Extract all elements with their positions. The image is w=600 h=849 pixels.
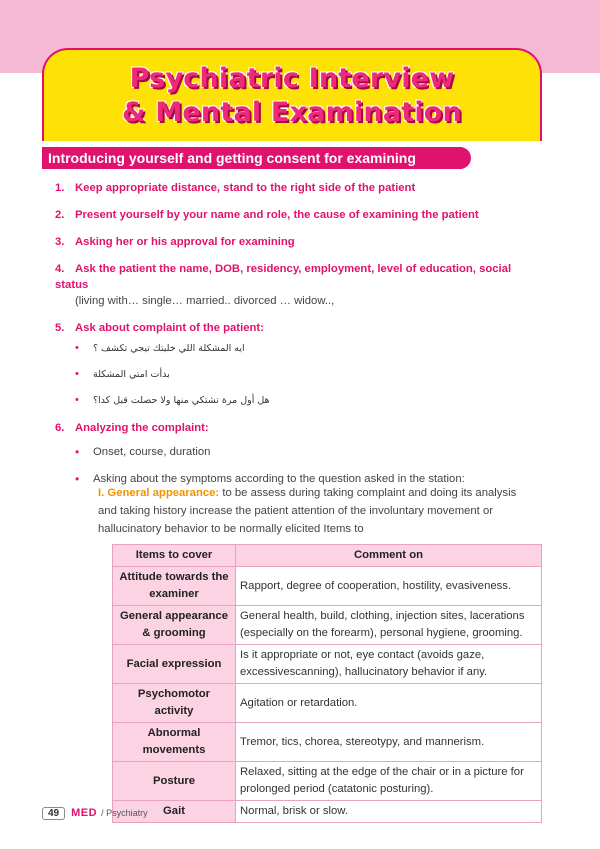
footer-subject: / Psychiatry: [101, 808, 148, 818]
bullet-dot-icon: •: [75, 342, 79, 354]
table-cell-item: Abnormal movements: [113, 723, 236, 762]
step-number: 1.: [55, 182, 65, 194]
step-item: [55, 420, 545, 487]
analysis-bullet-text: Onset, course, duration: [93, 446, 211, 458]
mental-exam-table: [112, 544, 542, 823]
list-item: [75, 444, 545, 460]
step-item: [55, 234, 545, 250]
analysis-bullet-list: [55, 444, 545, 487]
step-text: Ask about complaint of the patient:: [75, 322, 264, 334]
list-item: [75, 342, 545, 356]
med-logo: MED: [71, 807, 98, 819]
table-row: [113, 606, 542, 645]
step-number: 2.: [55, 209, 65, 221]
arabic-question: بدأت امتي المشكلة: [93, 369, 170, 380]
step-text: Ask the patient the name, DOB, residency, employment, level of education, social status: [55, 263, 512, 291]
table-cell-item: Gait: [113, 801, 236, 823]
page-title: [42, 62, 542, 130]
step-text: Present yourself by your name and role, the cause of examining the patient: [75, 209, 479, 221]
step-text: Analyzing the complaint:: [75, 422, 209, 434]
table-cell-comment: Normal, brisk or slow.: [236, 801, 542, 823]
table-row: [113, 567, 542, 606]
table-row: [113, 684, 542, 723]
step-number: 3.: [55, 236, 65, 248]
arabic-question-list: [55, 342, 545, 408]
table-cell-comment: General health, build, clothing, injection sites, lacerations (especially on the forearm), personal hygiene, grooming.: [236, 606, 542, 645]
bullet-dot-icon: •: [75, 472, 80, 486]
page-title-line-1: Psychiatric Interview: [129, 63, 455, 94]
analysis-bullet-text: Asking about the symptoms according to the question asked in the station:: [93, 473, 465, 485]
list-item: [75, 368, 545, 382]
page-footer: [42, 806, 148, 820]
bullet-dot-icon: •: [75, 445, 80, 459]
table-cell-item: Attitude towards the examiner: [113, 567, 236, 606]
page-title-line-2: & Mental Examination: [122, 97, 462, 128]
table-cell-item: Psychomotor activity: [113, 684, 236, 723]
general-appearance-paragraph: [98, 484, 528, 538]
table-cell-comment: Agitation or retardation.: [236, 684, 542, 723]
table-row: [113, 801, 542, 823]
table-row: [113, 762, 542, 801]
step-number: 6.: [55, 422, 65, 434]
table-row: [113, 723, 542, 762]
step-item: [55, 207, 545, 223]
table-cell-item: Facial expression: [113, 645, 236, 684]
column-header: Comment on: [236, 545, 542, 567]
table-row: [113, 645, 542, 684]
table-cell-comment: Is it appropriate or not, eye contact (avoids gaze, excessivescanning), hallucinatory behavior if any.: [236, 645, 542, 684]
step-text: Keep appropriate distance, stand to the right side of the patient: [75, 182, 416, 194]
bullet-dot-icon: •: [75, 368, 79, 380]
page-number: 49: [42, 807, 65, 820]
column-header: Items to cover: [113, 545, 236, 567]
table-cell-comment: Relaxed, sitting at the edge of the chair or in a picture for prolonged period (catatonic posturing).: [236, 762, 542, 801]
step-item: [55, 180, 545, 196]
steps-list: [55, 180, 545, 498]
table-cell-item: General appearance & grooming: [113, 606, 236, 645]
step-number: 4.: [55, 263, 65, 275]
step-number: 5.: [55, 322, 65, 334]
arabic-question: هل أول مرة تشتكي منها ولا حصلت قبل كدا؟: [93, 395, 270, 406]
step-item: [55, 320, 545, 408]
arabic-question: ايه المشكلة اللي خليتك تيجي تكشف ؟: [93, 343, 245, 354]
table-cell-comment: Tremor, tics, chorea, stereotypy, and mannerism.: [236, 723, 542, 762]
table-cell-comment: Rapport, degree of cooperation, hostility, evasiveness.: [236, 567, 542, 606]
section-heading: Introducing yourself and getting consent for examining: [42, 147, 462, 169]
step-subtext: (living with… single… married.. divorced … widow..,: [75, 295, 335, 307]
general-appearance-label: General appearance:: [107, 487, 220, 499]
step-item: [55, 261, 545, 309]
roman-numeral: I.: [98, 487, 105, 499]
step-text: Asking her or his approval for examining: [75, 236, 295, 248]
general-appearance-text: to be assess during taking complaint and doing its analysis and taking history increase the patient attention of the involuntary movement or hallucinatory behavior to be normally elicited Items to: [98, 487, 517, 535]
table-cell-item: Posture: [113, 762, 236, 801]
list-item: [75, 394, 545, 408]
table-header-row: [113, 545, 542, 567]
bullet-dot-icon: •: [75, 394, 79, 406]
